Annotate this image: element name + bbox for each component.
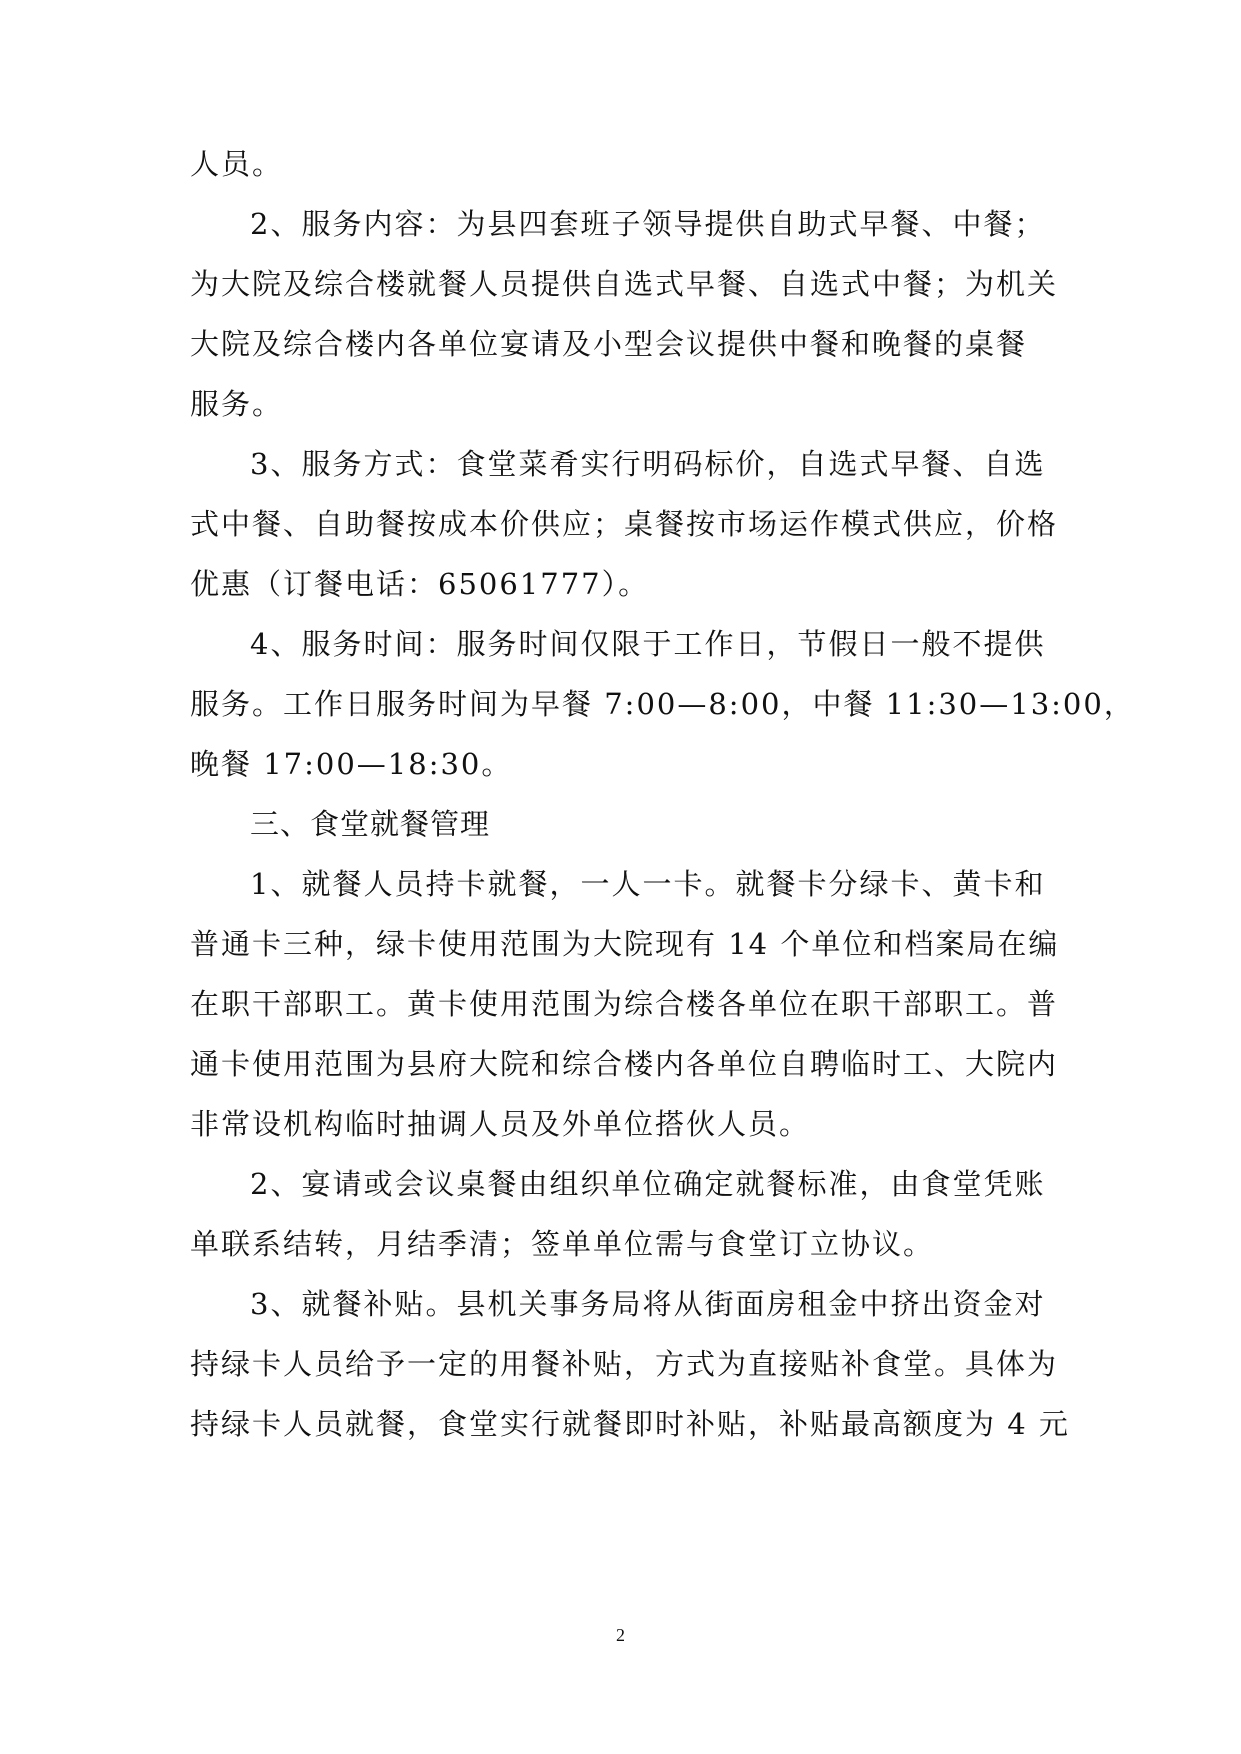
section-heading: 三、食堂就餐管理 bbox=[250, 807, 491, 841]
text-line: 普通卡三种，绿卡使用范围为大院现有 14 个单位和档案局在编 bbox=[190, 927, 1060, 961]
text-line: 晚餐 17:00—18:30。 bbox=[190, 747, 513, 781]
page-number: 2 bbox=[616, 1625, 625, 1645]
text-line: 非常设机构临时抽调人员及外单位搭伙人员。 bbox=[190, 1107, 811, 1141]
text-line: 人员。 bbox=[190, 147, 284, 181]
text-line: 持绿卡人员给予一定的用餐补贴，方式为直接贴补食堂。具体为 bbox=[190, 1347, 1059, 1381]
text-line: 通卡使用范围为县府大院和综合楼内各单位自聘临时工、大院内 bbox=[190, 1047, 1059, 1081]
paragraph-service-content: 2、服务内容：为县四套班子领导提供自助式早餐、中餐； bbox=[250, 207, 1046, 241]
text-line: 持绿卡人员就餐，食堂实行就餐即时补贴，补贴最高额度为 4 元 bbox=[190, 1407, 1070, 1441]
paragraph-subsidy: 3、就餐补贴。县机关事务局将从街面房租金中挤出资金对 bbox=[250, 1287, 1046, 1321]
text-line: 单联系结转，月结季清；签单单位需与食堂订立协议。 bbox=[190, 1227, 935, 1261]
text-line: 服务。工作日服务时间为早餐 7:00—8:00，中餐 11:30—13:00， bbox=[190, 687, 1135, 721]
text-line: 服务。 bbox=[190, 387, 284, 421]
paragraph-banquet: 2、宴请或会议桌餐由组织单位确定就餐标准，由食堂凭账 bbox=[250, 1167, 1046, 1201]
text-line: 优惠（订餐电话：65061777）。 bbox=[190, 567, 650, 601]
text-line: 在职干部职工。黄卡使用范围为综合楼各单位在职干部职工。普 bbox=[190, 987, 1059, 1021]
paragraph-service-method: 3、服务方式：食堂菜肴实行明码标价，自选式早餐、自选 bbox=[250, 447, 1046, 481]
paragraph-service-time: 4、服务时间：服务时间仅限于工作日，节假日一般不提供 bbox=[250, 627, 1046, 661]
paragraph-card-dining: 1、就餐人员持卡就餐，一人一卡。就餐卡分绿卡、黄卡和 bbox=[250, 867, 1046, 901]
text-line: 为大院及综合楼就餐人员提供自选式早餐、自选式中餐；为机关 bbox=[190, 267, 1059, 301]
text-line: 式中餐、自助餐按成本价供应；桌餐按市场运作模式供应，价格 bbox=[190, 507, 1059, 541]
text-line: 大院及综合楼内各单位宴请及小型会议提供中餐和晚餐的桌餐 bbox=[190, 327, 1028, 361]
